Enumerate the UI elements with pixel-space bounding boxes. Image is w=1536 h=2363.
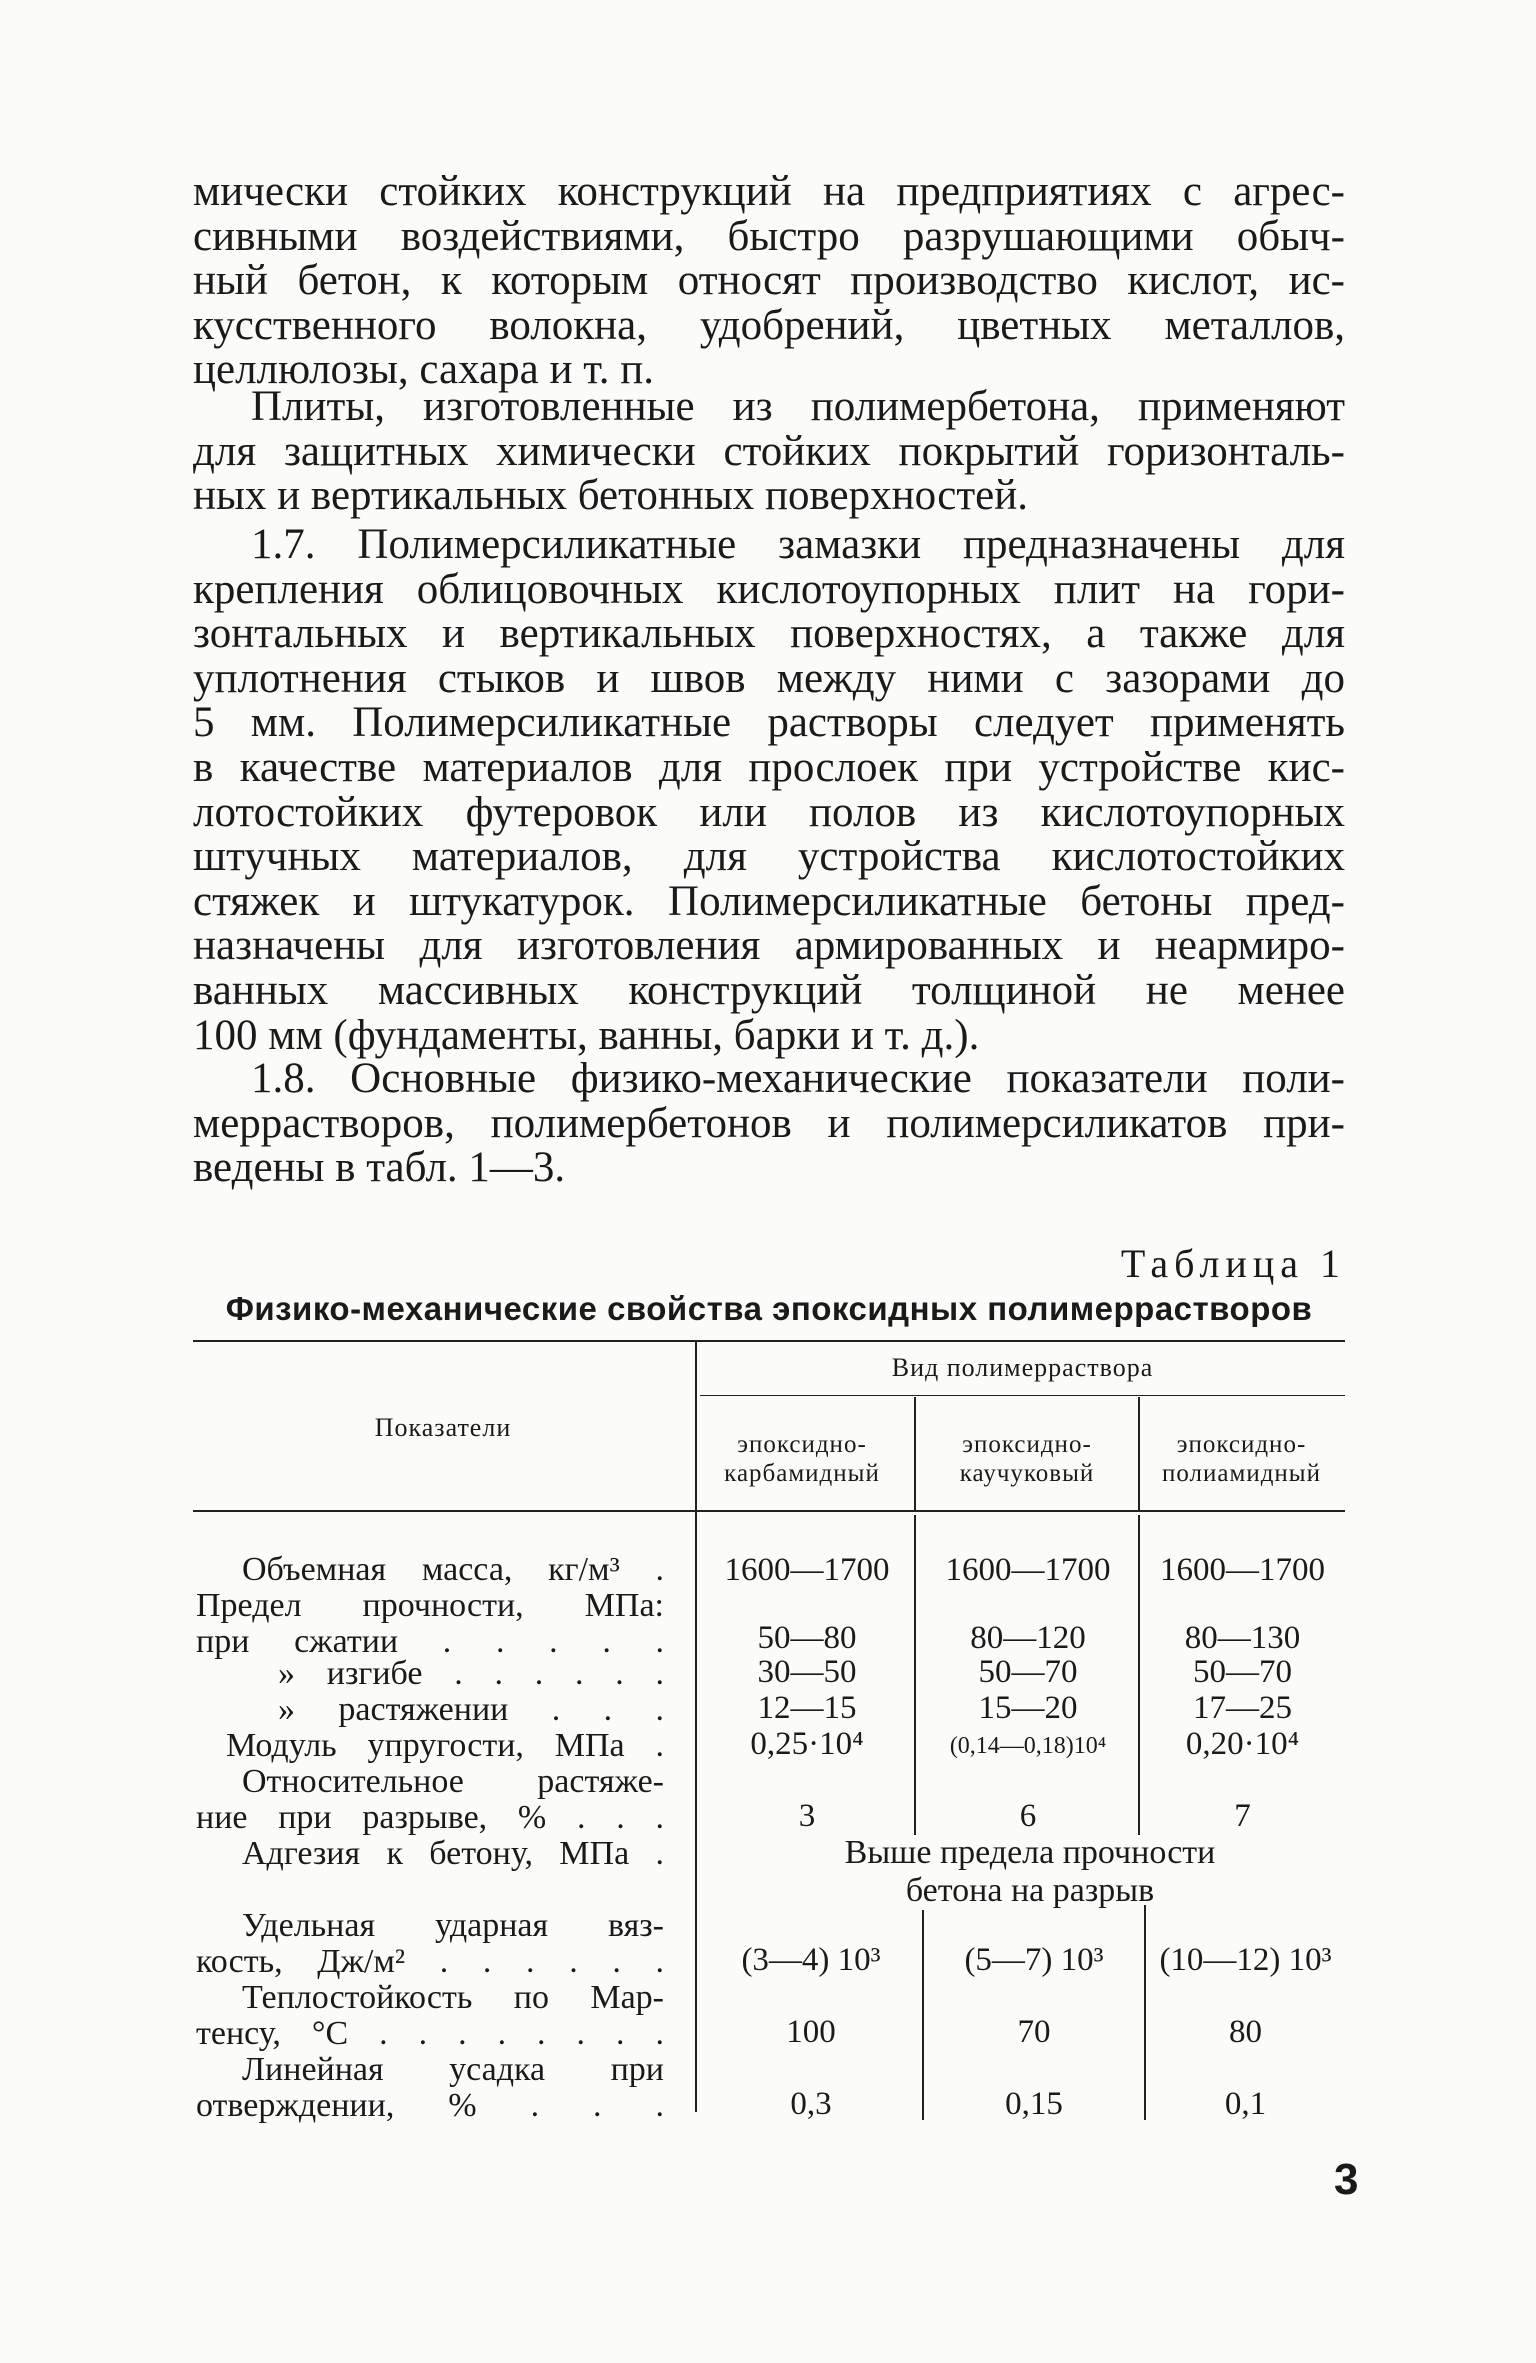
row-label-shrinkage	[196, 2052, 664, 2124]
row-label-density	[196, 1552, 664, 1588]
row-label-modulus	[196, 1728, 664, 1764]
cell-impact-carbamide: (3—4) 10³	[741, 1942, 881, 1978]
text-line: в качестве материалов для прослоек при устройстве кис-	[193, 743, 1345, 791]
header-text: эпоксидно-	[962, 1431, 1092, 1458]
cell-heat-rubber: 70	[1017, 2014, 1051, 2050]
row-label-heat	[196, 1980, 664, 2052]
header-col-rubber	[916, 1430, 1138, 1488]
cell-shrinkage-rubber: 0,15	[1005, 2086, 1063, 2122]
table-label: Таблица 1	[1120, 1241, 1346, 1286]
cell-density-polyamide: 1600—1700	[1160, 1552, 1325, 1588]
cell-bending-polyamide: 50—70	[1193, 1654, 1292, 1690]
row-label-text: » растяжении . . .	[278, 1691, 664, 1728]
table-header-bottom-rule	[193, 1510, 1345, 1512]
row-label-impact	[196, 1908, 664, 1980]
row-label-text: Теплостойкость по Мар-	[242, 1979, 664, 2016]
header-col-carbamide	[690, 1430, 914, 1488]
cell-elongation-carbamide: 3	[798, 1798, 816, 1834]
text-line: ванных массивных конструкций толщиной не менее	[193, 966, 1345, 1014]
cell-density-rubber: 1600—1700	[945, 1552, 1111, 1588]
text-line: 5 мм. Полимерсиликатные растворы следует применять	[193, 699, 1345, 747]
cell-tension-rubber: 15—20	[978, 1690, 1078, 1726]
row-label-text: ние при разрыве, % . . .	[196, 1799, 664, 1836]
text-line: уплотнения стыков и швов между ними с зазорами до	[193, 654, 1345, 702]
text-line: ный бетон, к которым относят производство кислот, ис-	[193, 257, 1345, 305]
cell-impact-rubber: (5—7) 10³	[964, 1942, 1104, 1978]
text-line: крепления облицовочных кислотоупорных плит на гори-	[193, 565, 1345, 613]
cell-elongation-polyamide: 7	[1234, 1798, 1251, 1834]
paragraph-section-1-8	[193, 1057, 1345, 1191]
cell-density-carbamide: 1600—1700	[724, 1552, 890, 1588]
header-group: Вид полимерраствора	[891, 1353, 1154, 1382]
text-line: стяжек и штукатурок. Полимерсиликатные бетоны пред-	[193, 877, 1345, 925]
row-label-text: при сжатии . . . . .	[196, 1623, 664, 1660]
row-label-text: Объемная масса, кг/м³ .	[242, 1551, 664, 1588]
row-label-text: Линейная усадка при	[242, 2051, 664, 2088]
row-label-text: отверждении, % . . .	[196, 2087, 664, 2124]
table-header-group-rule	[700, 1395, 1345, 1396]
cell-modulus-carbamide: 0,25·10⁴	[750, 1726, 864, 1762]
paragraph-plates	[193, 385, 1345, 519]
cell-tension-carbamide: 12—15	[757, 1690, 857, 1726]
cell-compression-carbamide: 50—80	[757, 1620, 857, 1656]
text-line: сивными воздействиями, быстро разрушающими обыч-	[193, 212, 1345, 260]
text-line: целлюлозы, сахара и т. п.	[193, 346, 655, 394]
cell-impact-polyamide: (10—12) 10³	[1159, 1942, 1332, 1978]
row-label-text: Удельная ударная вяз-	[242, 1907, 664, 1944]
header-text: каучуковый	[959, 1460, 1095, 1487]
text-line: Плиты, изготовленные из полимербетона, применяют	[251, 383, 1345, 430]
row-label-text: Относительное растяже-	[242, 1763, 664, 1800]
row-label-text: Адгезия к бетону, МПа .	[242, 1835, 664, 1872]
text-line: ведены в табл. 1—3.	[193, 1144, 566, 1192]
row-label-text: Предел прочности, МПа:	[196, 1587, 664, 1624]
row-label-text: » изгибе . . . . . .	[278, 1655, 664, 1692]
table-top-rule	[193, 1340, 1345, 1342]
header-text: эпоксидно-	[1176, 1431, 1307, 1458]
cell-heat-polyamide: 80	[1229, 2014, 1262, 2050]
text-line: штучных материалов, для устройства кислотостойких	[193, 833, 1345, 881]
text-line: для защитных химически стойких покрытий горизонталь-	[193, 427, 1345, 475]
cell-modulus-rubber: (0,14—0,18)10⁴	[949, 1733, 1107, 1759]
text-line: меррастворов, полимербетонов и полимерсиликатов при-	[193, 1099, 1345, 1147]
cell-bending-rubber: 50—70	[978, 1654, 1078, 1690]
text-line: ных и вертикальных бетонных поверхностей.	[193, 472, 1028, 520]
cell-shrinkage-carbamide: 0,3	[790, 2086, 832, 2122]
text-line: 1.8. Основные физико-механические показатели поли-	[251, 1055, 1345, 1102]
header-text: полиамидный	[1162, 1460, 1321, 1487]
row-label-text: тенсу, °С . . . . . . . .	[196, 2015, 664, 2052]
header-indicators: Показатели	[374, 1413, 512, 1442]
paragraph-intro	[193, 170, 1345, 393]
cell-adhesion-note	[700, 1834, 1360, 1910]
row-label-tension	[196, 1692, 664, 1728]
row-label-elongation	[196, 1764, 664, 1836]
note-text: Выше предела прочности	[844, 1834, 1216, 1871]
text-line: лотостойких футеровок или полов из кислотоупорных	[193, 788, 1345, 836]
row-label-text: кость, Дж/м² . . . . . .	[196, 1943, 664, 1980]
text-line: 100 мм (фундаменты, ванны, барки и т. д.).	[193, 1011, 980, 1059]
page-number: 3	[1334, 2155, 1359, 2204]
cell-heat-carbamide: 100	[786, 2014, 836, 2050]
header-col-polyamide	[1138, 1430, 1345, 1488]
header-text: карбамидный	[724, 1460, 880, 1487]
note-text: бетона на разрыв	[905, 1872, 1155, 1909]
cell-tension-polyamide: 17—25	[1193, 1690, 1292, 1726]
text-line: назначены для изготовления армированных и неармиро-	[193, 922, 1345, 970]
text-line: кусственного волокна, удобрений, цветных металлов,	[193, 301, 1345, 349]
text-line: 1.7. Полимерсиликатные замазки предназначены для	[251, 521, 1345, 568]
paragraph-section-1-7	[193, 523, 1345, 1058]
row-label-strength	[196, 1588, 664, 1624]
cell-bending-carbamide: 30—50	[757, 1654, 857, 1690]
row-label-bending	[196, 1656, 664, 1692]
cell-shrinkage-polyamide: 0,1	[1224, 2086, 1267, 2122]
text-line: мически стойких конструкций на предприятиях с агрес-	[193, 168, 1345, 215]
table-divider-col1-body	[914, 1515, 916, 1835]
header-text: эпоксидно-	[737, 1431, 867, 1458]
row-label-adhesion	[196, 1836, 664, 1872]
cell-elongation-rubber: 6	[1019, 1798, 1037, 1834]
cell-modulus-polyamide: 0,20·10⁴	[1185, 1726, 1300, 1762]
cell-compression-polyamide: 80—130	[1184, 1620, 1301, 1656]
cell-compression-rubber: 80—120	[970, 1620, 1086, 1656]
table-caption: Физико-механические свойства эпоксидных полимеррастворов	[225, 1290, 1313, 1327]
row-label-text: Модуль упругости, МПа .	[226, 1727, 664, 1764]
text-line: зонтальных и вертикальных поверхностях, а также для	[193, 610, 1345, 658]
